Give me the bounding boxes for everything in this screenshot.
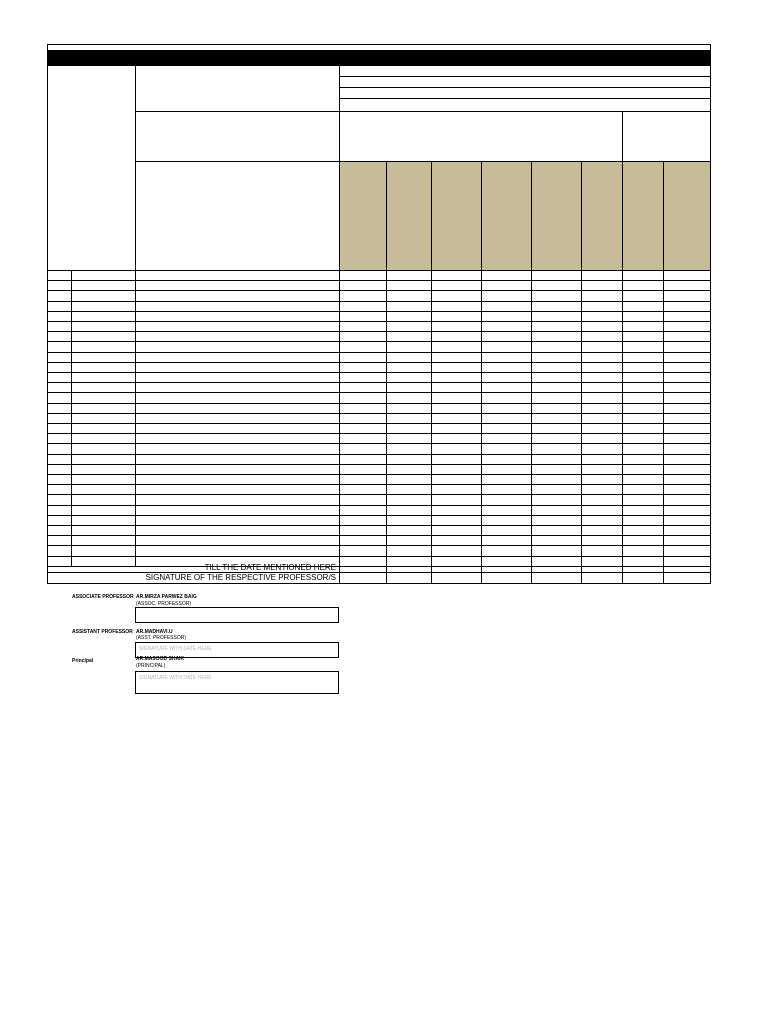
assoc-role-label: ASSOCIATE PROFESSOR: [72, 594, 134, 600]
table-row-line: [47, 525, 711, 526]
till-date-label: TILL THE DATE MENTIONED HERE: [204, 563, 336, 572]
principal-role-label: Principal: [72, 658, 94, 664]
table-row-line: [47, 311, 711, 312]
table-row-line: [47, 464, 711, 465]
sheet-left-border: [47, 44, 48, 584]
table-row-line: [47, 301, 711, 302]
table-row-line: [47, 556, 711, 557]
header-row-line: [339, 111, 711, 112]
table-row-line: [47, 341, 711, 342]
assoc-designation: (ASSOC. PROFESSOR): [136, 601, 192, 607]
footer-bottom-line: [47, 583, 711, 584]
table-row-line: [47, 413, 711, 414]
column-header-cell: [482, 162, 531, 270]
column-header-cell: [664, 162, 710, 270]
asst-signature-placeholder: SIGNATURE WITH DATE HERE: [139, 646, 212, 652]
table-row-line: [47, 515, 711, 516]
table-row-line: [47, 280, 711, 281]
table-row-line: [47, 566, 711, 567]
column-header-cell: [387, 162, 431, 270]
column-header-cell: [582, 162, 622, 270]
table-row-line: [47, 382, 711, 383]
table-row-line: [47, 454, 711, 455]
table-row-line: [47, 403, 711, 404]
table-row-line: [47, 433, 711, 434]
table-row-line: [47, 392, 711, 393]
sheet-top-border: [47, 44, 711, 45]
table-row-line: [47, 372, 711, 373]
table-row-line: [47, 484, 711, 485]
principal-signature-box[interactable]: [135, 671, 339, 694]
table-row-line: [47, 270, 711, 271]
table-row-line: [47, 331, 711, 332]
serial-column-line: [71, 270, 72, 567]
table-row-line: [47, 352, 711, 353]
table-row-line: [47, 362, 711, 363]
column-header-cell: [340, 162, 386, 270]
header-row-line: [135, 111, 340, 112]
name-column-line: [135, 270, 136, 567]
header-row-line: [339, 98, 711, 99]
asst-role-label: ASSISTANT PROFESSOR: [72, 629, 133, 635]
table-row-line: [47, 423, 711, 424]
header-divider: [135, 66, 136, 271]
signature-label: SIGNATURE OF THE RESPECTIVE PROFESSOR/S: [145, 573, 336, 582]
principal-name: AR.MASOOD SHAIK: [136, 656, 185, 662]
header-row-line: [339, 87, 711, 88]
table-row-line: [47, 321, 711, 322]
table-row-line: [47, 505, 711, 506]
assoc-name: AR.MIRZA PARWEZ BAIG: [136, 594, 197, 600]
principal-signature-placeholder: SIGNATURE WITH DATE HERE: [139, 675, 212, 681]
column-header-cell: [532, 162, 581, 270]
column-header-cell: [432, 162, 481, 270]
asst-designation: (ASST. PROFESSOR): [136, 635, 187, 641]
header-row-line: [339, 76, 711, 77]
assoc-signature-box[interactable]: [135, 607, 339, 623]
principal-designation: (PRINCIPAL): [136, 663, 166, 669]
table-row-line: [47, 545, 711, 546]
table-row-line: [47, 290, 711, 291]
header-divider: [622, 111, 623, 163]
title-bar: [47, 50, 711, 66]
table-row-line: [47, 535, 711, 536]
column-header-cell: [623, 162, 663, 270]
table-row-line: [47, 494, 711, 495]
table-row-line: [47, 474, 711, 475]
table-row-line: [47, 443, 711, 444]
asst-name: AR.MADHAVI.U: [136, 629, 173, 635]
